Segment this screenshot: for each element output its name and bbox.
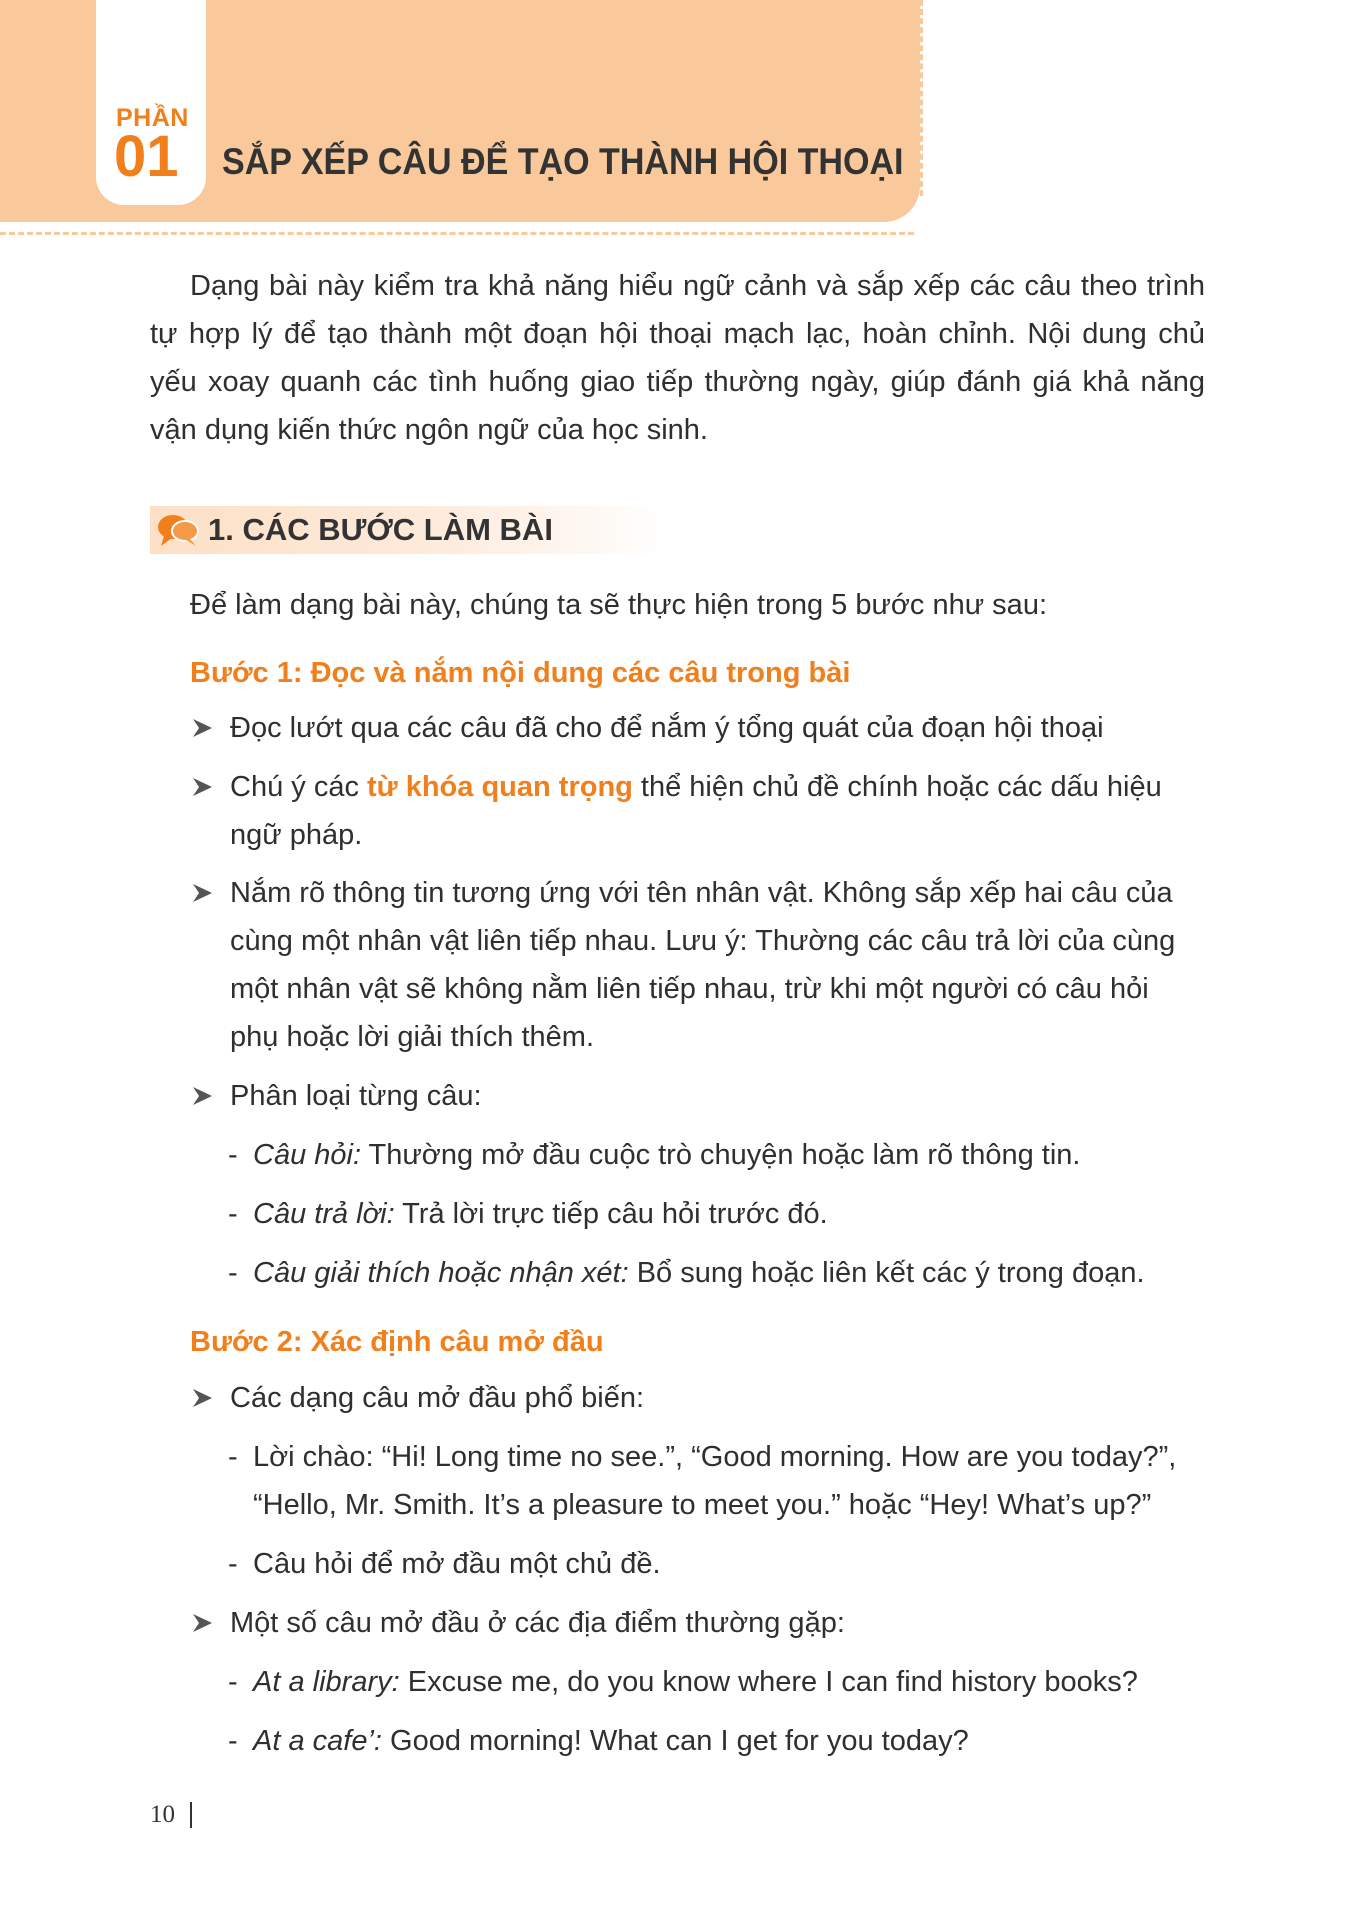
sub-text: Thường mở đầu cuộc trò chuyện hoặc làm rõ thông tin.	[361, 1139, 1081, 1171]
sub-text: Good morning! What can I get for you today?	[381, 1725, 969, 1757]
page-title: SẮP XẾP CÂU ĐỂ TẠO THÀNH HỘI THOẠI	[222, 141, 904, 182]
arrow-bullet-icon	[190, 1387, 214, 1409]
step-1-heading: Bước 1: Đọc và nắm nội dung các câu trong bài	[190, 657, 851, 689]
section-lead: Để làm dạng bài này, chúng ta sẽ thực hiện trong 5 bước như sau:	[190, 589, 1048, 621]
arrow-bullet-icon	[190, 717, 214, 739]
dash-bullet: -	[228, 1198, 238, 1230]
bullet-text: thể hiện chủ đề chính hoặc các dấu hiệu ngữ pháp.	[230, 771, 1162, 851]
term: At a cafe’:	[253, 1725, 382, 1757]
arrow-bullet-icon	[190, 1085, 214, 1107]
header-dashed-border-bottom	[0, 232, 914, 235]
bullet-text: Các dạng câu mở đầu phổ biến:	[230, 1382, 645, 1414]
sub-list-item	[228, 1190, 1208, 1238]
page-number-divider	[190, 1802, 192, 1828]
sub-list-item	[228, 1433, 1208, 1529]
sub-list-item	[228, 1658, 1208, 1706]
speech-bubbles-icon	[156, 510, 200, 550]
dash-bullet: -	[228, 1139, 238, 1171]
intro-paragraph: Dạng bài này kiểm tra khả năng hiểu ngữ cảnh và sắp xếp các câu theo trình tự hợp lý để tạo thành một đoạn hội thoại mạch lạc, hoàn chỉnh. Nội dung chủ yếu xoay quanh các tình huống giao tiếp thường ngày, giúp đánh giá khả năng vận dụng kiến thức ngôn ngữ của học sinh.	[150, 270, 1205, 446]
bullet-text: Chú ý các	[230, 771, 367, 803]
term: Câu hỏi:	[253, 1139, 362, 1171]
term: Câu trả lời:	[253, 1198, 395, 1230]
dash-bullet: -	[228, 1257, 238, 1289]
sub-text: Trả lời trực tiếp câu hỏi trước đó.	[394, 1198, 828, 1230]
sub-list-item	[228, 1249, 1208, 1297]
list-item	[190, 1374, 1205, 1422]
arrow-bullet-icon	[190, 882, 214, 904]
dash-bullet: -	[228, 1666, 238, 1698]
dash-bullet: -	[228, 1548, 238, 1580]
sub-text: Bổ sung hoặc liên kết các ý trong đoạn.	[628, 1257, 1145, 1289]
section-heading-text: 1. CÁC BƯỚC LÀM BÀI	[208, 512, 553, 547]
sub-list-item	[228, 1131, 1208, 1179]
bullet-text: Đọc lướt qua các câu đã cho để nắm ý tổng quát của đoạn hội thoại	[230, 712, 1104, 744]
header-dashed-border-right	[920, 0, 923, 196]
sub-text: Excuse me, do you know where I can find history books?	[399, 1666, 1138, 1698]
list-item	[190, 869, 1205, 1061]
list-item	[190, 704, 1205, 752]
list-item	[190, 763, 1205, 859]
dash-bullet: -	[228, 1725, 238, 1757]
arrow-bullet-icon	[190, 776, 214, 798]
sub-text: Câu hỏi để mở đầu một chủ đề.	[253, 1548, 661, 1580]
sub-list-item	[228, 1540, 1208, 1588]
arrow-bullet-icon	[190, 1612, 214, 1634]
bullet-text: Phân loại từng câu:	[230, 1080, 482, 1112]
list-item	[190, 1599, 1205, 1647]
keyword-highlight: từ khóa quan trọng	[367, 771, 633, 803]
list-item	[190, 1072, 1205, 1120]
part-number: 01	[114, 124, 179, 189]
section-heading	[150, 506, 670, 554]
dash-bullet: -	[228, 1441, 238, 1473]
sub-list-item	[228, 1717, 1208, 1765]
sub-text: Lời chào: “Hi! Long time no see.”, “Good morning. How are you today?”, “Hello, Mr. Smith. It’s a pleasure to meet you.” hoặc “Hey! What’s up?”	[253, 1441, 1177, 1521]
bullet-text: Nắm rõ thông tin tương ứng với tên nhân vật. Không sắp xếp hai câu của cùng một nhân vật liên tiếp nhau. Lưu ý: Thường các câu trả lời của cùng một nhân vật sẽ không nằm liên tiếp nhau, trừ khi một người có câu hỏi phụ hoặc lời giải thích thêm.	[230, 877, 1176, 1053]
term: At a library:	[253, 1666, 400, 1698]
term: Câu giải thích hoặc nhận xét:	[253, 1257, 629, 1289]
step-2-heading: Bước 2: Xác định câu mở đầu	[190, 1326, 604, 1358]
page-number: 10	[150, 1801, 175, 1828]
part-label: PHẦN	[116, 104, 189, 132]
bullet-text: Một số câu mở đầu ở các địa điểm thường gặp:	[230, 1607, 845, 1639]
